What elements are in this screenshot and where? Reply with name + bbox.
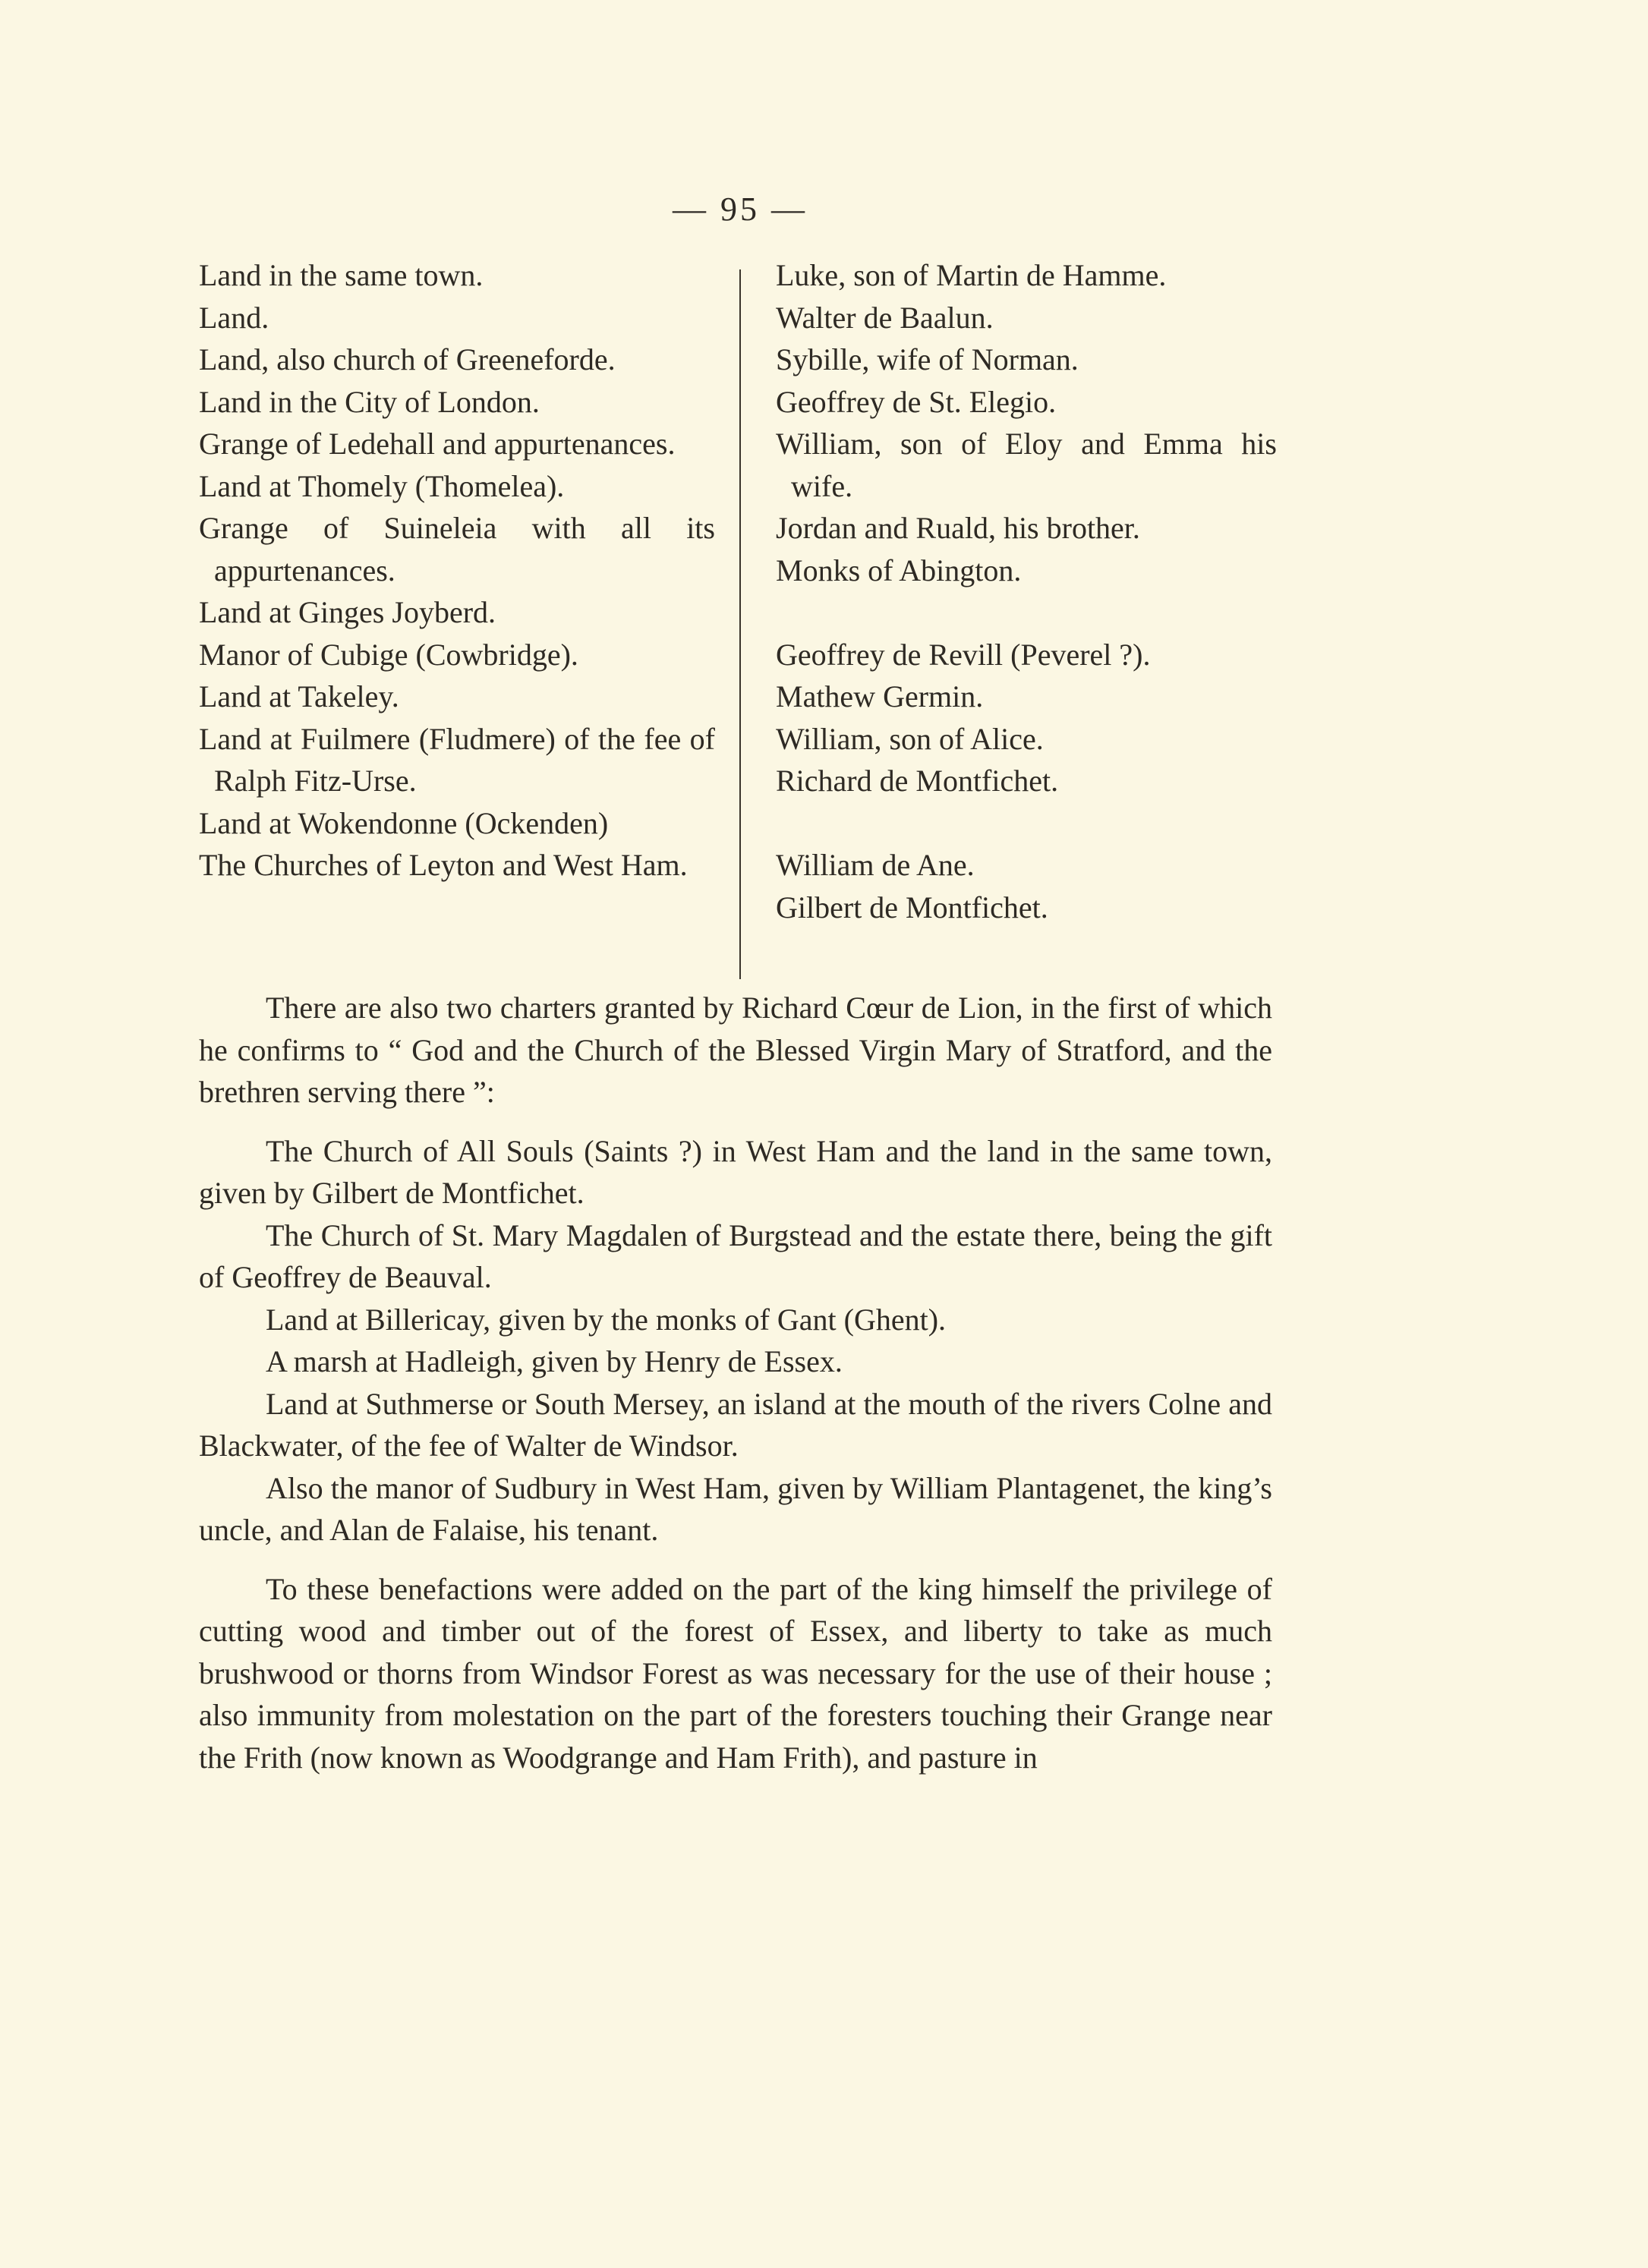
donor-entry: Luke, son of Martin de Hamme. — [776, 258, 1167, 292]
donor-entry: Mathew Germin. — [776, 679, 984, 713]
grant-entry: Land at Ginges Joyberd. — [199, 595, 496, 629]
grant-entry: Land at Thomely (Thomelea). — [199, 468, 565, 503]
donors-column — [776, 254, 1277, 928]
paragraph-item: The Church of St. Mary Magdalen of Burgstead and the estate there, being the gift of Geoffrey de Beauval. — [199, 1217, 1272, 1294]
paragraph-item: Land at Billericay, given by the monks of Gant (Ghent). — [266, 1302, 947, 1337]
grant-entry: Land. — [199, 300, 269, 335]
grant-entry: Land, also church of Greeneforde. — [199, 342, 616, 376]
grant-entry: Land at Fuilmere (Fludmere) of the fee of Ralph Fitz-Urse. — [199, 721, 715, 798]
donor-entry: William de Ane. — [776, 848, 975, 882]
grant-entry: Land in the City of London. — [199, 384, 540, 419]
paragraph-item: The Church of All Souls (Saints ?) in West Ham and the land in the same town, given by Gilbert de Montfichet. — [199, 1133, 1272, 1210]
body-text — [199, 987, 1272, 1778]
grant-entry: Grange of Ledehall and appurtenances. — [199, 427, 676, 461]
donor-entry: Sybille, wife of Norman. — [776, 342, 1079, 376]
grant-entry: Land at Takeley. — [199, 679, 399, 713]
donor-entry: Gilbert de Montfichet. — [776, 890, 1048, 925]
page-number: — 95 — — [673, 191, 808, 228]
donor-entry: Walter de Baalun. — [776, 300, 994, 335]
paragraph-charters: There are also two charters granted by Richard Cœur de Lion, in the first of which he confirms to “ God and the Church of the Blessed Virgin Mary of Stratford, and the brethren serving there ”: — [199, 991, 1272, 1109]
grants-column — [199, 254, 715, 887]
grant-entry: The Churches of Leyton and West Ham. — [199, 848, 688, 882]
grant-entry: Land at Wokendonne (Ockenden) — [199, 805, 609, 840]
donor-entry: William, son of Eloy and Emma his wife. — [776, 427, 1277, 503]
donor-entry: Geoffrey de Revill (Peverel ?). — [776, 637, 1151, 672]
column-divider — [739, 269, 741, 979]
paragraph-benefactions: To these benefactions were added on the part of the king himself the privilege of cutting wood and timber out of the forest of Essex, and liberty to take as much brushwood or thorns from Windsor Forest as was necessary for the use of their house ; also immunity from molestation on the part of the foresters touching their Grange near the Frith (now known as Woodgrange and Ham Frith), and pasture in — [199, 1571, 1272, 1775]
grant-entry: Manor of Cubige (Cowbridge). — [199, 637, 578, 672]
donor-entry: Richard de Montfichet. — [776, 764, 1059, 798]
paragraph-item: Land at Suthmerse or South Mersey, an island at the mouth of the rivers Colne and Blackwater, of the fee of Walter de Windsor. — [199, 1386, 1272, 1463]
grant-entry: Grange of Suineleia with all its appurtenances. — [199, 511, 715, 587]
paragraph-item: A marsh at Hadleigh, given by Henry de Essex. — [266, 1344, 843, 1378]
two-column-list — [199, 254, 1277, 968]
donor-entry: Geoffrey de St. Elegio. — [776, 384, 1057, 419]
grant-entry: Land in the same town. — [199, 258, 484, 292]
donor-entry: Monks of Abington. — [776, 553, 1022, 587]
donor-entry: Jordan and Ruald, his brother. — [776, 511, 1140, 545]
spacer — [776, 802, 1277, 845]
donor-entry: William, son of Alice. — [776, 721, 1044, 756]
paragraph-item: Also the manor of Sudbury in West Ham, given by William Plantagenet, the king’s uncle, and Alan de Falaise, his tenant. — [199, 1470, 1272, 1547]
spacer — [776, 591, 1277, 634]
